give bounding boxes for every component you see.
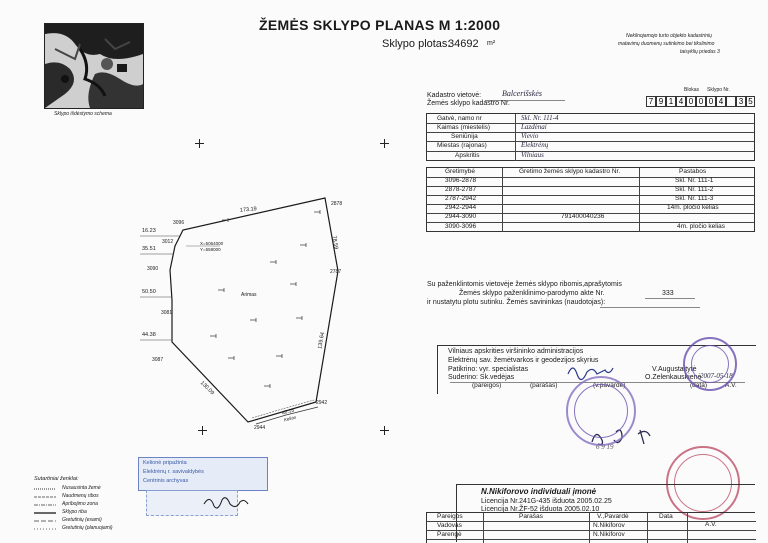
point-label: 3096 (173, 220, 185, 226)
neighbor-gretimybe: 3090-3096 (445, 223, 477, 230)
approval-av: A.V. (725, 382, 737, 389)
area-label: Sklypo plotas: (382, 38, 451, 50)
agreement-line-1: Su paženklintomis vietovėje žemės sklypo ribomis,aprašytomis (427, 281, 622, 288)
neighbor-gretimybe: 2942-2944 (445, 204, 477, 211)
receipt-stamp-line-2: Elektrėnų r. savivaldybės (143, 469, 204, 475)
signer-name: N.Nikiforov (593, 522, 625, 529)
location-scheme-label: Sklypo išdėstymo schema (54, 111, 112, 117)
approval-line-3: Patikrino: vyr. specialistas (448, 366, 529, 373)
legend-item: Sklypo riba (62, 509, 87, 515)
legend-item: Naudmenų ribos (62, 493, 99, 499)
point-label: 3081 (161, 310, 173, 316)
cadastre-digit: 0 (696, 96, 706, 107)
neighbor-cadastre-nr: 791400040236 (561, 213, 605, 220)
caption-pavarde: (v.pavardė) (593, 382, 626, 389)
legend-item: Nusausinta žemė (62, 485, 101, 491)
approval-name-1: V.Augustaitytė (652, 366, 697, 373)
cadastre-digit: 5 (746, 96, 755, 107)
distance-label: 130.09 (198, 380, 216, 397)
company-licence-1: Licencija Nr.241G-435 išduota 2005.02.25 (481, 498, 612, 505)
company-av: A.V. (705, 521, 717, 528)
regulation-note-1: Nekilnojamojo turto objekto kadastrinių (626, 33, 712, 39)
road-label: Kelias (283, 414, 297, 423)
col-data: Data (659, 513, 673, 520)
neighbor-gretimybe: 3096-2878 (445, 177, 477, 184)
agreement-line-3: ir nustatytu plotu sutinku. Žemės savininkas (naudotojas): (427, 299, 606, 306)
address-label: Apskritis (455, 152, 480, 159)
legend-title: Sutartiniai ženklai: (34, 476, 79, 482)
regulation-note-2: matavimų duomenų sutinkimo bei tikslinimo (618, 41, 715, 47)
point-label: 3087 (152, 357, 164, 363)
cadastre-digit: 4 (716, 96, 726, 107)
distance-label: 139.64 (317, 331, 327, 350)
cadastre-digit: 9 (656, 96, 666, 107)
address-value: Lazdėnai (521, 123, 547, 131)
point-label: 2942 (316, 400, 328, 406)
cadastre-digit: 0 (686, 96, 696, 107)
agreement-line-2: Žemės sklypo paženklinimo-parodymo akte Nr. (459, 290, 605, 297)
neighbor-pastabos: Skl. Nr. 111-1 (675, 177, 714, 184)
signature-date-text: 6 9 19 (596, 443, 614, 451)
point-label: 3012 (162, 239, 174, 245)
neighbors-header: Gretimybė (445, 168, 475, 175)
cadastre-digit: 1 (666, 96, 676, 107)
parcel-boundary (170, 198, 338, 422)
legend-item: Gretutinių (planuojami) (62, 525, 113, 531)
neighbor-pastabos: Skl. Nr. 111-3 (675, 195, 714, 202)
coordinate-y: Y=558000 (200, 247, 221, 252)
page-title: ŽEMĖS SKLYPO PLANAS M 1:2000 (259, 17, 501, 33)
area-value: 34692 (448, 38, 479, 50)
address-value: Skl. Nr. 111-4 (521, 114, 559, 122)
point-label: 2787 (330, 269, 342, 275)
point-label: 2878 (331, 201, 343, 207)
distance-label: 40.15 (281, 407, 295, 417)
signer-role: Vadovas (437, 522, 462, 529)
neighbors-header: Gretimo žemės sklypo kadastro Nr. (519, 168, 621, 175)
address-value: Vievio (521, 132, 539, 140)
area-unit: m² (487, 40, 496, 47)
distance-label: 44.38 (142, 332, 156, 338)
distance-label: 173.19 (239, 206, 257, 214)
point-label: 3090 (147, 266, 159, 272)
neighbor-gretimybe: 2944-3090 (445, 213, 477, 220)
cadastre-digit: 4 (676, 96, 686, 107)
cadastre-digit: 0 (706, 96, 716, 107)
blokas-label: Blokas (684, 87, 700, 93)
neighbor-gretimybe: 2787-2942 (445, 195, 477, 202)
caption-data: (data) (690, 382, 707, 389)
receipt-stamp-line-1: Kelionė pripažinta (143, 460, 187, 466)
signer-role: Parengė (437, 531, 462, 538)
distance-label: 35.51 (142, 246, 156, 252)
company-name: N.Nikiforovo individuali įmonė (481, 487, 597, 496)
cadastre-vietove-value: Balcerišskės (502, 89, 542, 98)
distance-label: 50.50 (142, 289, 156, 295)
col-parasas: Parašas (519, 513, 543, 520)
col-pareigos: Pareigos (437, 513, 463, 520)
act-number: 333 (662, 290, 674, 297)
distance-label: 16.23 (142, 228, 156, 234)
neighbors-header: Pastabos (679, 168, 707, 175)
company-licence-2: Licencija Nr.ŽF-52 išduota 2005.02.10 (481, 506, 600, 513)
approval-name-2: O.Zelenkauskienė (645, 374, 702, 381)
address-value: Elektrėnų (521, 141, 549, 149)
sklypo-nr-label: Sklypo Nr. (707, 87, 730, 93)
signer-name: N.Nikiforov (593, 531, 625, 538)
address-label: Kaimas (miestelis) (437, 124, 491, 131)
col-vardas: V.,Pavardė (597, 513, 629, 520)
approval-date-handwritten: 2007-05-18 (700, 372, 733, 380)
legend-item: Gretutinių (esami) (62, 517, 102, 523)
cadastre-vietove-label: Kadastro vietovė: (427, 92, 482, 99)
approval-line-2: Elektrėnų sav. žemėtvarkos ir geodezijos skyrius (448, 357, 599, 364)
caption-pareigos: (pareigos) (472, 382, 502, 389)
arable-land-markers (210, 210, 320, 388)
cadastre-number-label: Žemės sklypo kadastro Nr. (427, 100, 510, 107)
distance-label: 78.59 (330, 235, 339, 250)
caption-parasas: (parašas) (530, 382, 558, 389)
cadastre-digit: 3 (736, 96, 746, 107)
point-label: 2944 (254, 425, 266, 431)
neighbor-gretimybe: 2878-2787 (445, 186, 477, 193)
neighbor-pastabos: 14m. pločio kelias (667, 204, 719, 211)
address-label: Gatvė, namo nr (437, 115, 482, 122)
address-value: Vilniaus (521, 151, 544, 159)
neighbor-pastabos: 4m. pločio kelias (677, 223, 726, 230)
regulation-note-3: taisyklių priedas 3 (680, 49, 720, 55)
approval-line-4: Suderino: Sk.vedėjas (448, 374, 515, 381)
neighbor-pastabos: Skl. Nr. 111-2 (675, 186, 714, 193)
coordinate-x: X=5064000 (200, 241, 224, 246)
receipt-stamp-line-3: Centrinis archyvas (143, 478, 189, 484)
legend-item: Apribojimo zona (62, 501, 98, 507)
address-label: Seniūnija (451, 133, 478, 140)
approval-line-1: Vilniaus apskrities viršininko administracijos (448, 348, 584, 355)
cadastre-digit: 7 (646, 96, 656, 107)
land-use-label: Arimas (241, 292, 257, 298)
address-label: Miestas (rajonas) (437, 142, 487, 149)
